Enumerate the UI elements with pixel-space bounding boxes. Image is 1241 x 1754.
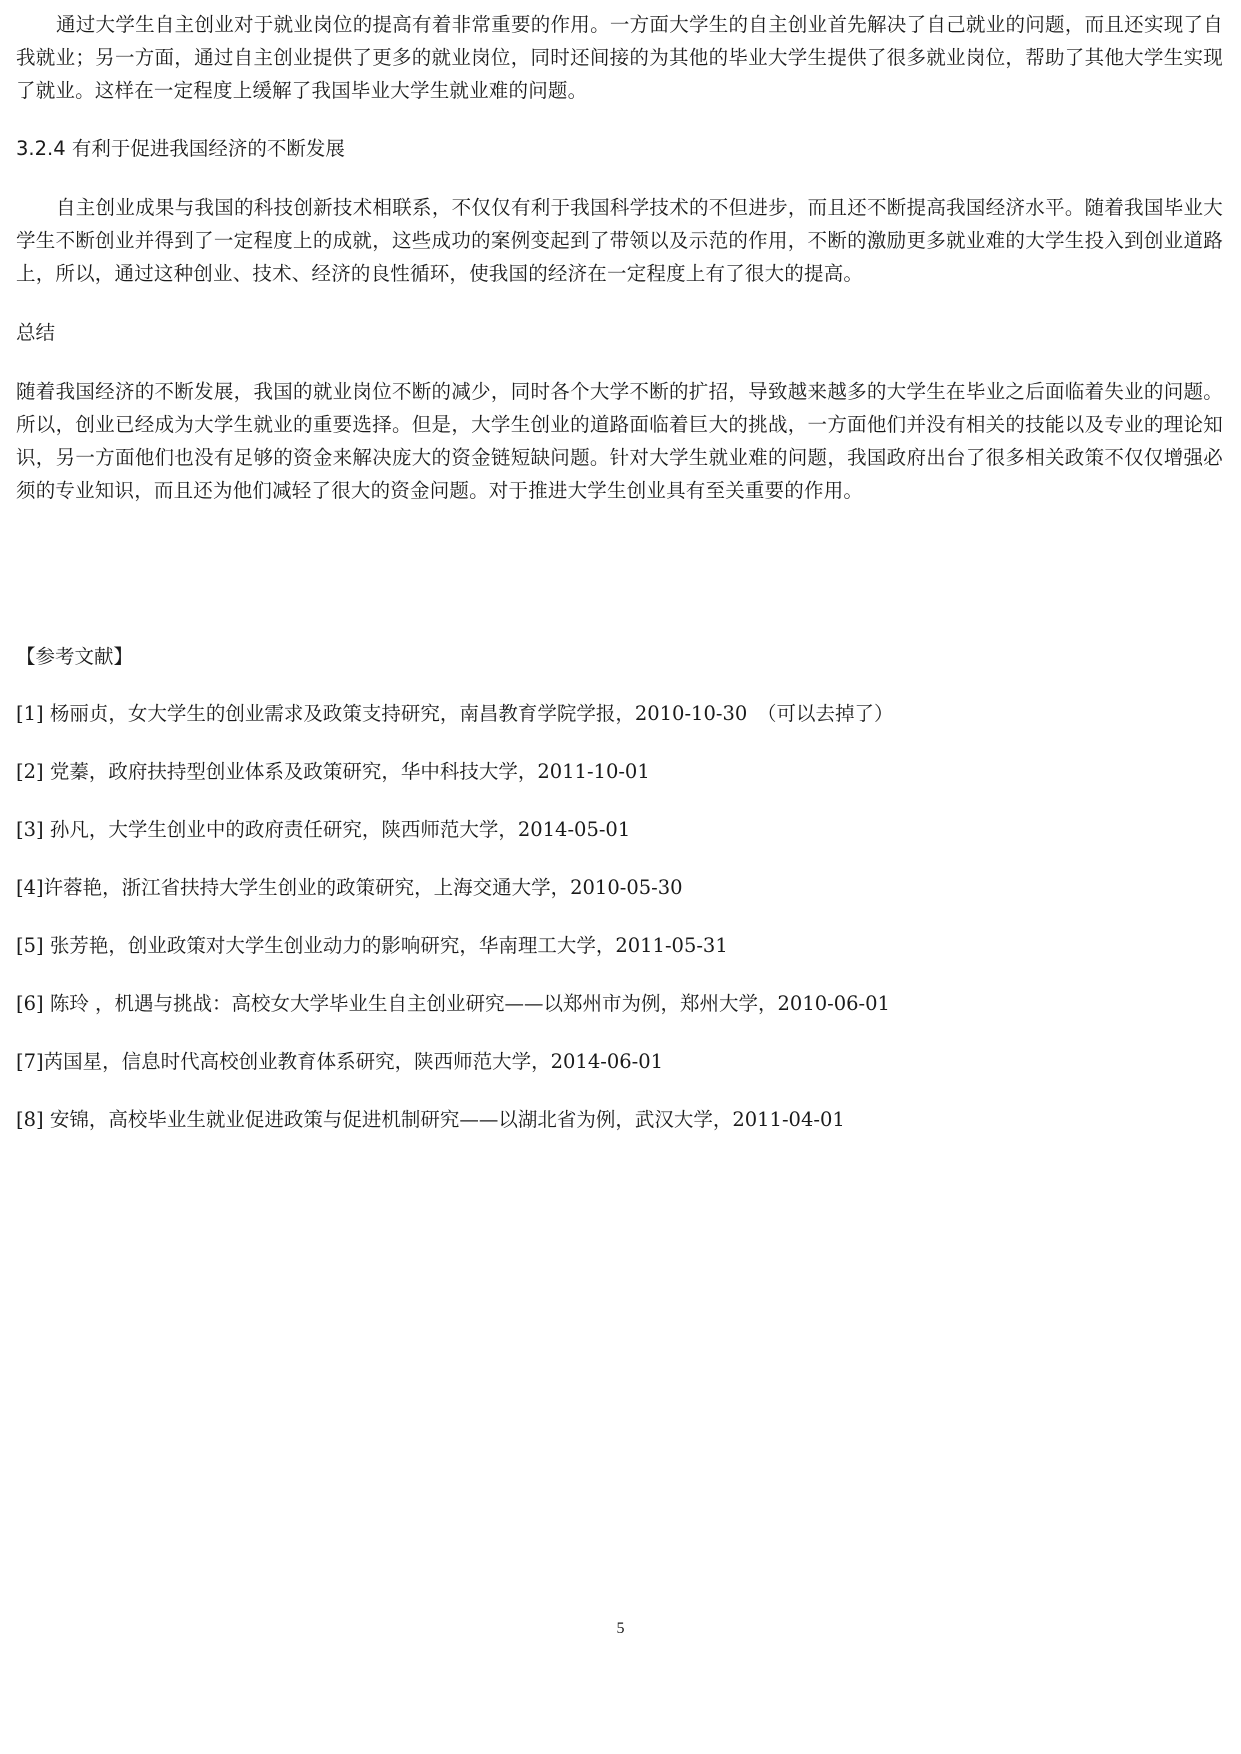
page-number: 5 [616,1620,625,1637]
intro-paragraph: 通过大学生自主创业对于就业岗位的提高有着非常重要的作用。一方面大学生的自主创业首先解决了自己就业的问题，而且还实现了自我就业；另一方面，通过自主创业提供了更多的就业岗位，同时还间接的为其他的毕业大学生提供了很多就业岗位，帮助了其他大学生实现了就业。这样在一定程度上缓解了我国毕业大学生就业难的问题。 [16,13,1223,102]
reference-item: [6] 陈玲 ，机遇与挑战：高校女大学毕业生自主创业研究——以郑州市为例，郑州大学，2010-06-01 [16,992,890,1015]
reference-item: [4]许蓉艳，浙江省扶持大学生创业的政策研究，上海交通大学，2010-05-30 [16,876,683,899]
reference-item: [3] 孙凡，大学生创业中的政府责任研究，陕西师范大学，2014-05-01 [16,818,631,841]
summary-heading: 总结 [16,321,56,344]
reference-item: [1] 杨丽贞，女大学生的创业需求及政策支持研究，南昌教育学院学报，2010-10-30 （可以去掉了） [16,702,894,725]
summary-paragraph: 随着我国经济的不断发展，我国的就业岗位不断的减少，同时各个大学不断的扩招，导致越来越多的大学生在毕业之后面临着失业的问题。所以，创业已经成为大学生就业的重要选择。但是，大学生创业的道路面临着巨大的挑战，一方面他们并没有相关的技能以及专业的理论知识，另一方面他们也没有足够的资金来解决庞大的资金链短缺问题。针对大学生就业难的问题，我国政府出台了很多相关政策不仅仅增强必须的专业知识，而且还为他们减轻了很大的资金问题。对于推进大学生创业具有至关重要的作用。 [16,380,1223,502]
references-list [16,697,1223,1136]
document-page [16,8,1223,1136]
reference-item: [7]芮国星，信息时代高校创业教育体系研究，陕西师范大学，2014-06-01 [16,1050,664,1073]
references-title: 【参考文献】 [16,645,134,668]
section-heading-3-2-4: 3.2.4 有利于促进我国经济的不断发展 [16,137,345,160]
section-paragraph-3-2-4: 自主创业成果与我国的科技创新技术相联系，不仅仅有利于我国科学技术的不但进步，而且还不断提高我国经济水平。随着我国毕业大学生不断创业并得到了一定程度上的成就，这些成功的案例变起到了带领以及示范的作用，不断的激励更多就业难的大学生投入到创业道路上，所以，通过这种创业、技术、经济的良性循环，使我国的经济在一定程度上有了很大的提高。 [16,196,1223,285]
reference-item: [5] 张芳艳，创业政策对大学生创业动力的影响研究，华南理工大学，2011-05-31 [16,934,728,957]
reference-item: [8] 安锦，高校毕业生就业促进政策与促进机制研究——以湖北省为例，武汉大学，2011-04-01 [16,1108,845,1131]
reference-item: [2] 党蓁，政府扶持型创业体系及政策研究，华中科技大学，2011-10-01 [16,760,650,783]
